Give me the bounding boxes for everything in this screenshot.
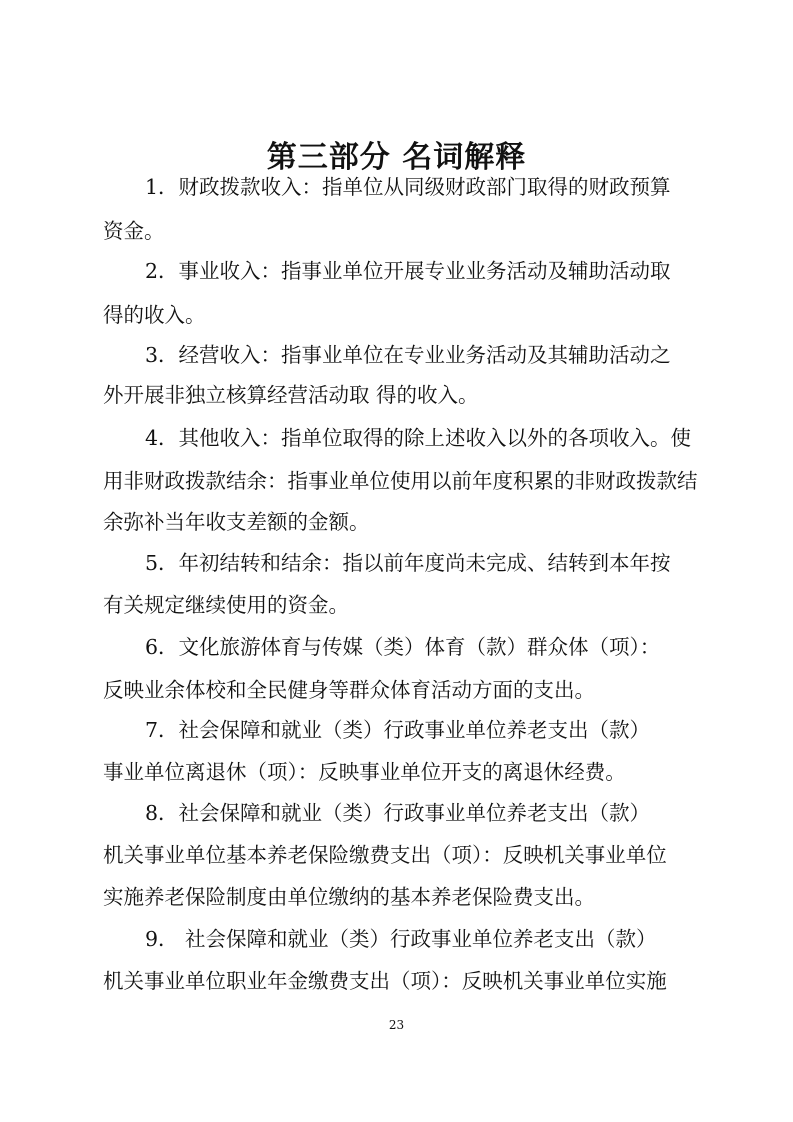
text-line: 5．年初结转和结余：指以前年度尚未完成、结转到本年按	[145, 551, 671, 575]
text-line: 资金。	[103, 219, 165, 243]
text-line: 4．其他收入：指单位取得的除上述收入以外的各项收入。使	[145, 426, 692, 450]
text-line: 3．经营收入：指事业单位在专业业务活动及其辅助活动之	[145, 343, 671, 367]
text-line: 事业单位离退休（项）：反映事业单位开支的离退休经费。	[103, 760, 626, 784]
text-line: 9． 社会保障和就业（类）行政事业单位养老支出（款）	[145, 927, 657, 951]
text-line: 有关规定继续使用的资金。	[103, 593, 349, 617]
text-line: 7．社会保障和就业（类）行政事业单位养老支出（款）	[145, 718, 651, 742]
text-line: 机关事业单位基本养老保险缴费支出（项）：反映机关事业单位	[103, 843, 667, 867]
page-title: 第三部分 名词解释	[266, 140, 527, 175]
text-line: 2．事业收入：指事业单位开展专业业务活动及辅助活动取	[145, 259, 671, 283]
text-line: 余弥补当年收支差额的金额。	[103, 510, 370, 534]
text-line: 得的收入。	[103, 303, 206, 327]
text-line: 用非财政拨款结余：指事业单位使用以前年度积累的非财政拨款结	[103, 469, 698, 493]
page-number: 23	[388, 1018, 405, 1032]
text-line: 外开展非独立核算经营活动取 得的收入。	[103, 383, 479, 407]
text-line: 实施养老保险制度由单位缴纳的基本养老保险费支出。	[103, 885, 595, 909]
text-line: 1．财政拨款收入：指单位从同级财政部门取得的财政预算	[145, 175, 671, 199]
text-line: 反映业余体校和全民健身等群众体育活动方面的支出。	[103, 678, 595, 702]
text-line: 8．社会保障和就业（类）行政事业单位养老支出（款）	[145, 801, 651, 825]
text-line: 机关事业单位职业年金缴费支出（项）：反映机关事业单位实施	[103, 969, 667, 993]
text-line: 6．文化旅游体育与传媒（类）体育（款）群众体（项）：	[145, 635, 661, 659]
